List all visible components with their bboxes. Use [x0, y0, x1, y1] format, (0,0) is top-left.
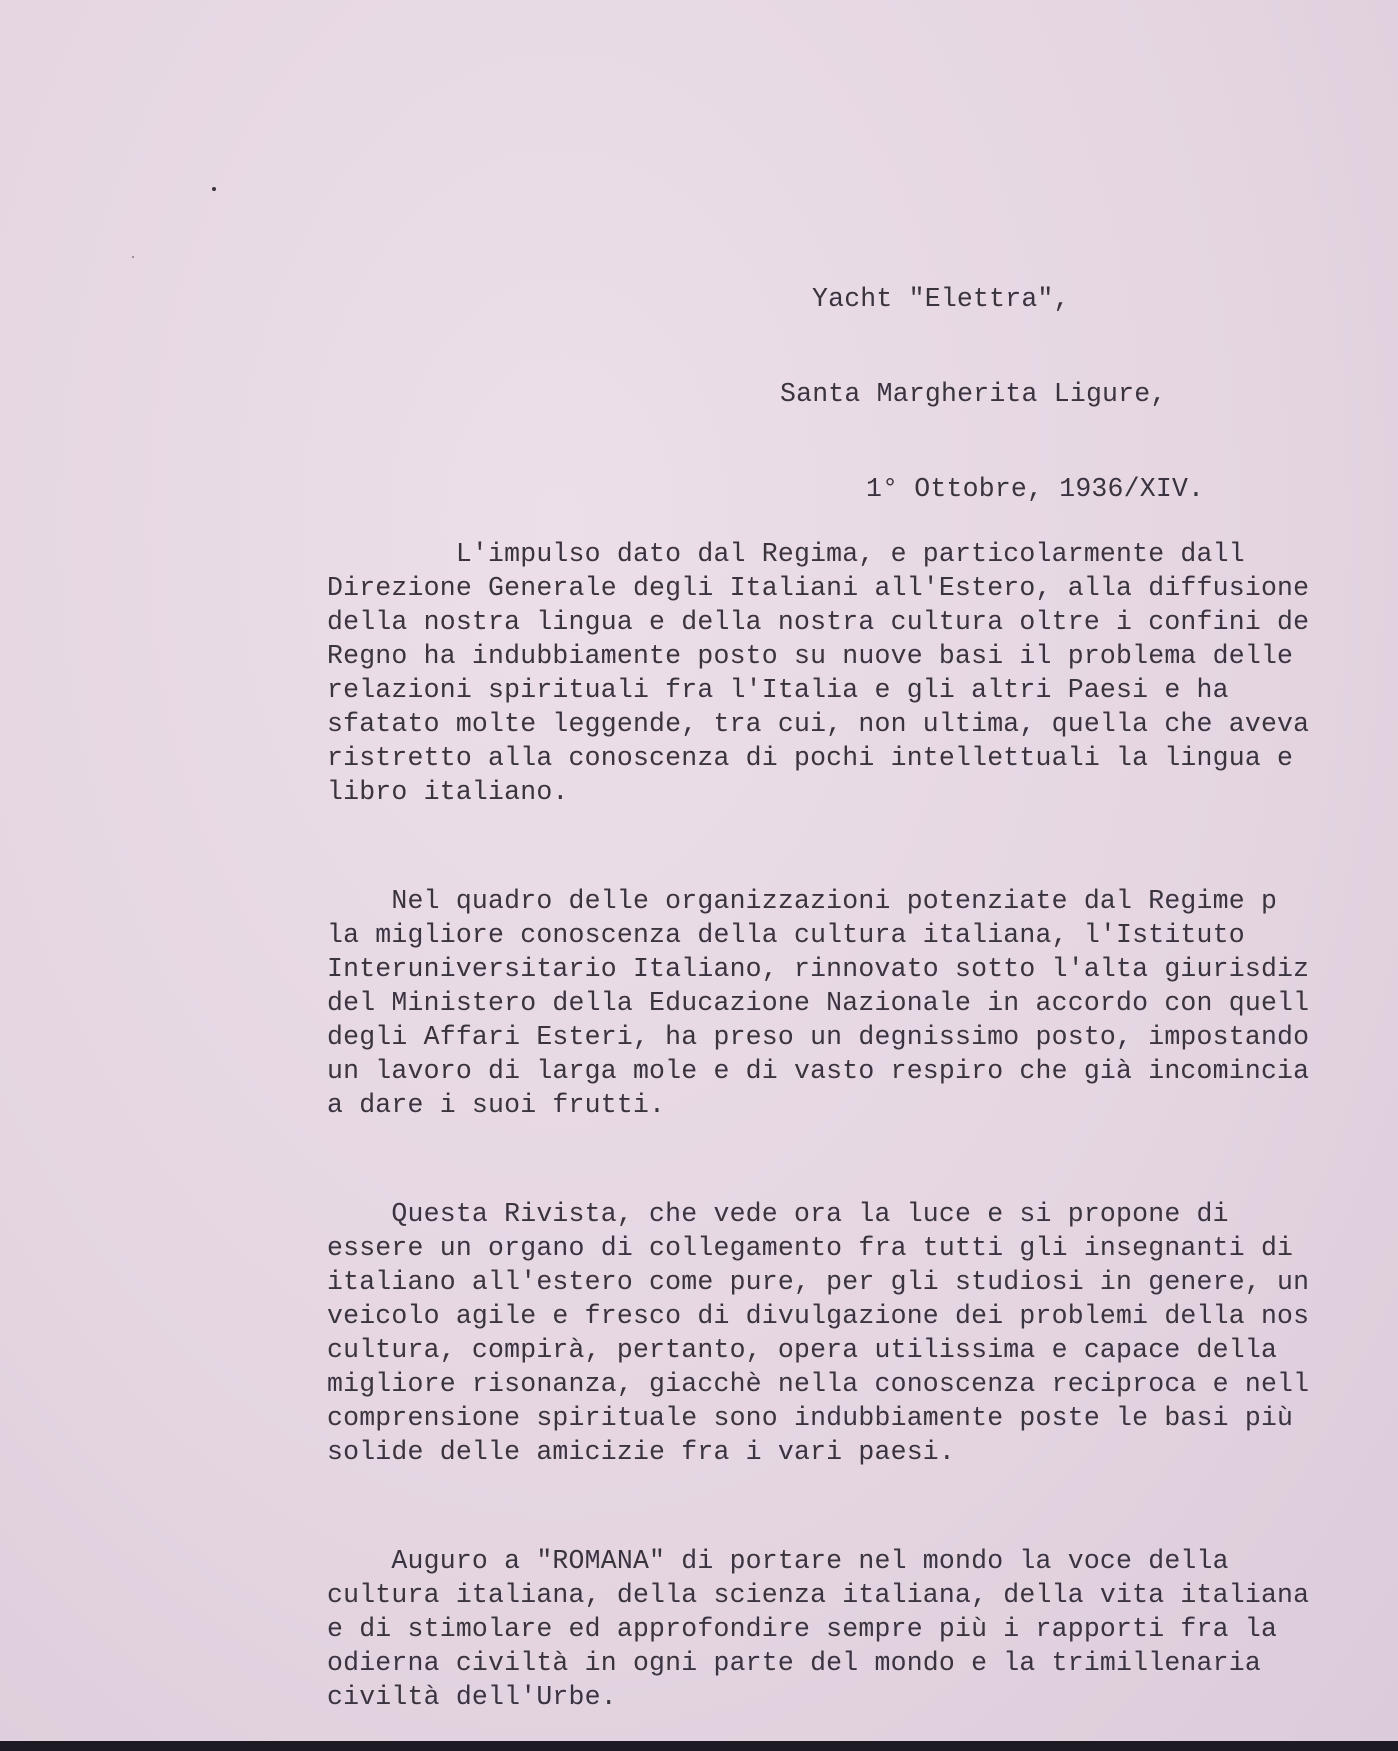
text-line: la migliore conoscenza della cultura italiana, l'Istituto — [327, 920, 1245, 950]
text-line: cultura, compirà, pertanto, opera utilissima e capace della — [327, 1335, 1278, 1365]
paragraph-1 — [327, 537, 1309, 809]
paragraph-3 — [327, 1197, 1309, 1469]
text-line: ristretto alla conoscenza di pochi intellettuali la lingua e — [327, 743, 1294, 773]
ink-speck — [132, 256, 134, 258]
heading-place: Santa Margherita Ligure, — [780, 379, 1167, 409]
text-line: un lavoro di larga mole e di vasto respiro che già incomincia — [327, 1056, 1310, 1086]
text-line: odierna civiltà in ogni parte del mondo e la trimillenaria — [327, 1648, 1261, 1678]
heading-vessel: Yacht "Elettra", — [812, 284, 1070, 314]
text-line: Direzione Generale degli Italiani all'Estero, alla diffusione — [327, 573, 1310, 603]
letter-body — [327, 477, 1309, 1751]
text-line: Interuniversitario Italiano, rinnovato sotto l'alta giurisdiz — [327, 954, 1310, 984]
text-line: civiltà dell'Urbe. — [327, 1682, 617, 1712]
text-line: Regno ha indubbiamente posto su nuove basi il problema delle — [327, 641, 1294, 671]
text-line: cultura italiana, della scienza italiana, della vita italiana — [327, 1580, 1310, 1610]
text-line: a dare i suoi frutti. — [327, 1090, 666, 1120]
text-line: del Ministero della Educazione Nazionale in accordo con quell — [327, 988, 1310, 1018]
scan-border-bottom — [0, 1741, 1398, 1751]
text-line: essere un organo di collegamento fra tutti gli insegnanti di — [327, 1233, 1294, 1263]
text-line: italiano all'estero come pure, per gli studiosi in genere, un — [327, 1267, 1310, 1297]
text-line: libro italiano. — [327, 777, 569, 807]
text-line: comprensione spirituale sono indubbiamente poste le basi più — [327, 1403, 1294, 1433]
paragraph-2 — [327, 884, 1309, 1122]
paragraph-4 — [327, 1544, 1309, 1714]
text-line: della nostra lingua e della nostra cultura oltre i confini de — [327, 607, 1310, 637]
text-line: sfatato molte leggende, tra cui, non ultima, quella che aveva — [327, 709, 1310, 739]
text-line: degli Affari Esteri, ha preso un degnissimo posto, impostando — [327, 1022, 1310, 1052]
ink-speck — [212, 187, 216, 191]
text-line: solide delle amicizie fra i vari paesi. — [327, 1437, 956, 1467]
text-line: Questa Rivista, che vede ora la luce e si propone di — [327, 1199, 1229, 1229]
heading-date: 1° Ottobre, 1936/XIV. — [866, 474, 1205, 504]
text-line: veicolo agile e fresco di divulgazione dei problemi della nos — [327, 1301, 1310, 1331]
text-line: Nel quadro delle organizzazioni potenziate dal Regime p — [327, 886, 1278, 916]
text-line: relazioni spirituali fra l'Italia e gli altri Paesi e ha — [327, 675, 1229, 705]
text-line: migliore risonanza, giacchè nella conoscenza reciproca e nell — [327, 1369, 1310, 1399]
text-line: Auguro a "ROMANA" di portare nel mondo la voce della — [327, 1546, 1229, 1576]
text-line: L'impulso dato dal Regima, e particolarmente dall — [327, 539, 1245, 569]
text-line: e di stimolare ed approfondire sempre più i rapporti fra la — [327, 1614, 1278, 1644]
